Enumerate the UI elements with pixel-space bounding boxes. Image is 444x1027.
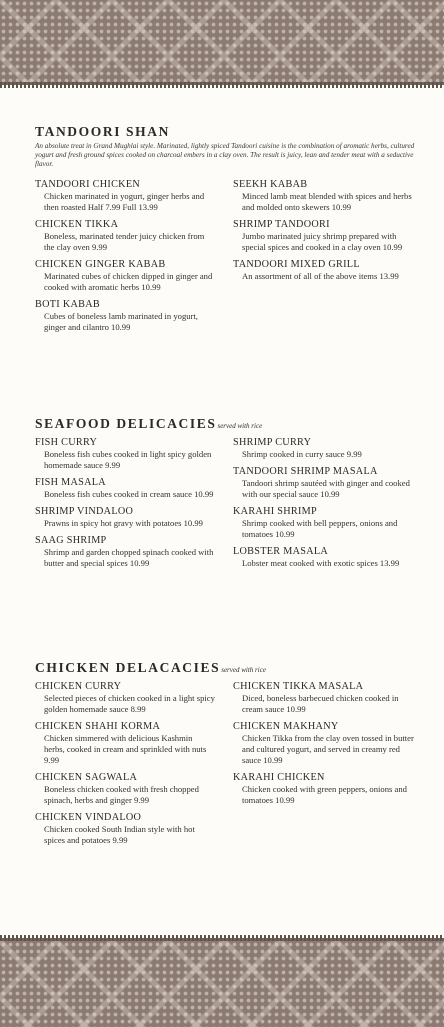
- menu-item-description: Marinated cubes of chicken dipped in ginger and cooked with aromatic herbs 10.99: [44, 270, 213, 292]
- menu-item-description: Boneless, marinated tender juicy chicken from the clay oven 9.99: [44, 230, 205, 252]
- menu-item-name: SHRIMP VINDALOO: [35, 506, 134, 517]
- menu-item-description: Diced, boneless barbecued chicken cooked in cream sauce 10.99: [242, 693, 399, 714]
- menu-item-description: Shrimp cooked in curry sauce 9.99: [242, 449, 362, 459]
- section-tandoori-shan: [35, 124, 415, 332]
- section-title: [35, 660, 415, 676]
- menu-item-description: Chicken simmered with delicious Kashmin herbs, cooked in cream and sprinkled with nuts 9.99: [44, 733, 207, 765]
- menu-item-description: Chicken cooked with green peppers, onions and tomatoes 10.99: [242, 784, 407, 805]
- right-column: [233, 681, 415, 812]
- menu-item: [35, 506, 215, 529]
- menu-item-name: BOTI KABAB: [35, 298, 100, 310]
- menu-item-name: SHRIMP CURRY: [233, 437, 312, 448]
- menu-item: [233, 179, 415, 213]
- menu-item-name: SEEKH KABAB: [233, 178, 308, 190]
- menu-item-description: Shrimp and garden chopped spinach cooked with butter and special spices 10.99: [44, 547, 214, 568]
- menu-item-name: CHICKEN GINGER KABAB: [35, 258, 166, 270]
- menu-item-description: Jumbo marinated juicy shrimp prepared with special spices and cooked in a clay oven 10.99: [242, 230, 403, 252]
- menu-item: [35, 219, 215, 253]
- menu-item-name: SHRIMP TANDOORI: [233, 218, 330, 230]
- menu-item-description: Chicken Tikka from the clay oven tossed in butter and cultured yogurt, and served in creamy red sauce 10.99: [242, 733, 414, 765]
- menu-item-name: SAAG SHRIMP: [35, 535, 107, 546]
- menu-item: [35, 812, 215, 846]
- left-column: [35, 437, 215, 575]
- menu-item: [233, 259, 415, 282]
- menu-item-description: Selected pieces of chicken cooked in a light spicy golden homemade sauce 8.99: [44, 693, 215, 714]
- menu-item-name: CHICKEN TIKKA: [35, 218, 119, 230]
- bottom-decorative-band: [0, 938, 444, 1027]
- menu-item: [35, 179, 215, 213]
- menu-item-description: Chicken marinated in yogurt, ginger herbs and then roasted Half 7.99 Full 13.99: [44, 190, 205, 212]
- menu-item-name: KARAHI SHRIMP: [233, 506, 317, 517]
- menu-item-name: TANDOORI SHRIMP MASALA: [233, 466, 378, 477]
- right-column: [233, 437, 415, 575]
- section-title-text: TANDOORI SHAN: [35, 124, 170, 139]
- menu-item-description: Tandoori shrimp sautéed with ginger and cooked with our special sauce 10.99: [242, 478, 410, 499]
- section-title: [35, 124, 415, 140]
- menu-item: [233, 772, 415, 806]
- menu-item: [35, 721, 215, 766]
- menu-item: [233, 466, 415, 500]
- menu-item: [35, 772, 215, 806]
- menu-item-name: TANDOORI CHICKEN: [35, 178, 141, 190]
- menu-item: [233, 437, 415, 460]
- menu-item-name: FISH MASALA: [35, 477, 106, 488]
- section-seafood-delicacies: [35, 416, 415, 568]
- menu-item-description: Lobster meat cooked with exotic spices 13.99: [242, 558, 400, 568]
- menu-item-name: CHICKEN MAKHANY: [233, 721, 339, 732]
- menu-item: [35, 259, 215, 293]
- left-column: [35, 681, 215, 852]
- menu-item-description: Prawns in spicy hot gravy with potatoes 10.99: [44, 518, 203, 528]
- menu-item-name: FISH CURRY: [35, 437, 98, 448]
- section-title-text: SEAFOOD DELICACIES: [35, 416, 217, 431]
- menu-item-name: CHICKEN SHAHI KORMA: [35, 721, 161, 732]
- menu-item: [233, 546, 415, 569]
- menu-item-description: Boneless fish cubes cooked in light spicy golden homemade sauce 9.99: [44, 449, 212, 470]
- bottom-fringe: [0, 935, 444, 941]
- menu-item-name: CHICKEN SAGWALA: [35, 772, 138, 783]
- menu-item-description: Boneless fish cubes cooked in cream sauce 10.99: [44, 489, 214, 499]
- menu-item: [35, 477, 215, 500]
- menu-item-name: KARAHI CHICKEN: [233, 772, 325, 783]
- menu-item-description: Minced lamb meat blended with spices and herbs and molded onto skewers 10.99: [242, 190, 412, 212]
- section-title-text: CHICKEN DELACACIES: [35, 660, 221, 675]
- top-decorative-band: [0, 0, 444, 85]
- menu-item: [35, 681, 215, 715]
- menu-item-description: An assortment of all of the above items 13.99: [242, 270, 399, 281]
- right-column: [233, 179, 415, 288]
- left-column: [35, 179, 215, 339]
- menu-item-name: CHICKEN VINDALOO: [35, 812, 142, 823]
- menu-item-name: CHICKEN CURRY: [35, 681, 122, 692]
- menu-item: [233, 681, 415, 715]
- menu-item: [233, 506, 415, 540]
- menu-item: [233, 219, 415, 253]
- menu-item-name: CHICKEN TIKKA MASALA: [233, 681, 364, 692]
- menu-item: [233, 721, 415, 766]
- section-intro: An absolute treat in Grand Mughlai style. Marinated, lightly spiced Tandoori cuisine is the combination of aromatic herbs, cultured yogurt and fresh ground spices cooked on charcoal embers in a clay oven. The result is juicy, lean and tender meat with a seductive flavor.: [35, 142, 415, 169]
- section-title: [35, 416, 415, 432]
- menu-item: [35, 437, 215, 471]
- section-note: served with rice: [217, 422, 263, 430]
- menu-item-description: Boneless chicken cooked with fresh chopped spinach, herbs and ginger 9.99: [44, 784, 199, 805]
- menu-item-name: LOBSTER MASALA: [233, 546, 329, 557]
- menu-item: [35, 299, 215, 333]
- section-chicken-delacacies: [35, 660, 415, 845]
- menu-item-description: Shrimp cooked with bell peppers, onions and tomatoes 10.99: [242, 518, 398, 539]
- menu-item-name: TANDOORI MIXED GRILL: [233, 258, 360, 270]
- menu-item-description: Chicken cooked South Indian style with hot spices and potatoes 9.99: [44, 824, 195, 845]
- top-fringe: [0, 82, 444, 88]
- menu-item: [35, 535, 215, 569]
- section-note: served with rice: [221, 666, 266, 674]
- menu-item-description: Cubes of boneless lamb marinated in yogurt, ginger and cilantro 10.99: [44, 310, 198, 332]
